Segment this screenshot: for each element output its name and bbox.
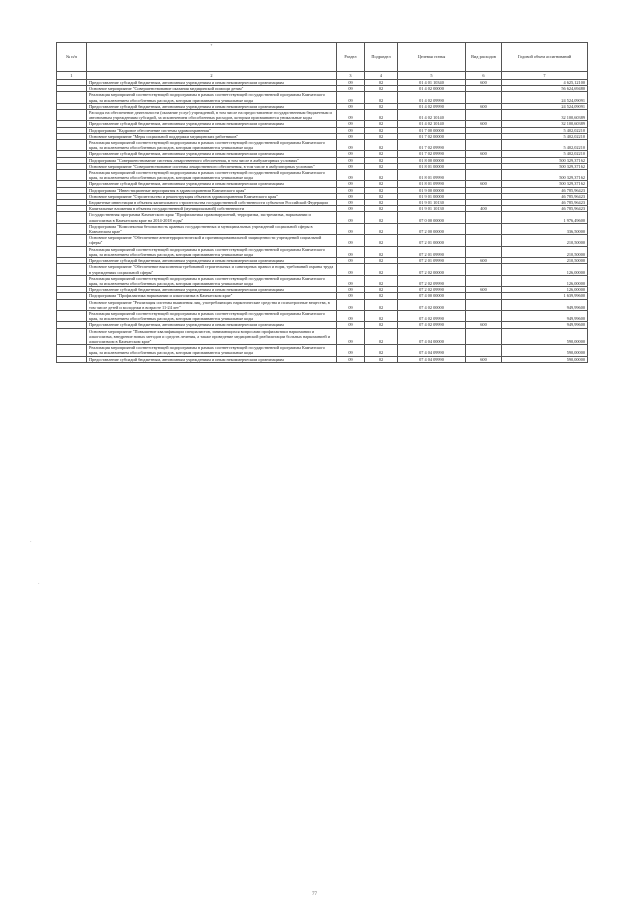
cell-vr: 600 [466,103,502,109]
header-podrazdel: Подраздел [365,43,398,72]
cell-vr [466,310,502,321]
cell-podrazdel: 02 [365,246,398,257]
colnum: 4 [365,72,398,80]
cell-podrazdel: 02 [365,328,398,345]
cell-razdel: 09 [337,163,365,169]
header-razdel: Раздел [337,43,365,72]
cell-sum: 210,50000 [502,258,588,264]
cell-razdel: 09 [337,246,365,257]
cell-sum: 590,00000 [502,345,588,356]
cell-no [57,299,87,310]
cell-name: Подпрограмма "Кадровое обеспечение системы здравоохранения" [87,127,337,133]
cell-csr: 01 7 02 09990 [398,140,466,151]
cell-sum: 56 624,69480 [502,86,588,92]
cell-podrazdel: 02 [365,299,398,310]
cell-razdel: 09 [337,110,365,121]
cell-sum: 210,50000 [502,246,588,257]
cell-csr: 07 2 00 00000 [398,223,466,234]
table-row [57,223,588,234]
cell-razdel: 09 [337,133,365,139]
cell-no [57,328,87,345]
cell-razdel: 09 [337,157,365,163]
cell-sum: 5 402,02210 [502,140,588,151]
cell-name: Предоставление субсидий бюджетным, автономным учреждениям и иным некоммерческим организациям [87,80,337,86]
cell-podrazdel: 02 [365,133,398,139]
table-row [57,264,588,275]
header-sum: Годовой объем ассигнований [502,43,588,72]
cell-name: Реализация мероприятий соответствующей подпрограммы в рамках соответствующей государственной программы Камчатского края, за исключением обособленных расходов, которым присваиваются уникальные коды [87,170,337,181]
scan-speck: · [38,582,40,587]
cell-csr: 07 2 02 00000 [398,264,466,275]
cell-csr: 07 2 02 09990 [398,275,466,286]
cell-sum: 46 785,96423 [502,206,588,212]
cell-name: Подпрограмма "Комплексная безопасность краевых государственных и муниципальных учреждений социальной сферы в Камчатском крае" [87,223,337,234]
cell-csr: 07 4 04 00000 [398,328,466,345]
cell-razdel: 09 [337,293,365,299]
table-row [57,275,588,286]
cell-name: Реализация мероприятий соответствующей подпрограммы в рамках соответствующей государственной программы Камчатского края, за исключением обособленных расходов, которым присваиваются уникальные коды [87,140,337,151]
cell-name: Реализация мероприятий соответствующей подпрограммы в рамках соответствующей государственной программы Камчатского края, за исключением обособленных расходов, которым присваиваются уникальные коды [87,246,337,257]
cell-sum: 500 329,37162 [502,163,588,169]
colnum: 5 [398,72,466,80]
cell-vr [466,92,502,103]
cell-sum: 1 639,99600 [502,293,588,299]
table-row [57,140,588,151]
cell-podrazdel: 02 [365,345,398,356]
cell-name: Расходы на обеспечение деятельности (оказание услуг) учреждений, в том числе на предоставление государственным бюджетным и автономным учреждениям субсидий, за исключением обособленных расходов, которым присваиваются уникальные коды [87,110,337,121]
cell-name: Капитальные вложения в объекты государственной (муниципальной) собственности [87,206,337,212]
cell-csr: 01 9 01 00000 [398,193,466,199]
cell-sum: 5 402,02210 [502,133,588,139]
cell-sum: 46 785,96423 [502,193,588,199]
cell-csr: 07 0 00 00000 [398,212,466,223]
cell-vr: 600 [466,151,502,157]
cell-no [57,356,87,362]
cell-vr: 600 [466,258,502,264]
cell-vr: 600 [466,356,502,362]
cell-vr [466,299,502,310]
cell-csr: 01 4 02 09990 [398,103,466,109]
cell-podrazdel: 02 [365,110,398,121]
cell-podrazdel: 02 [365,151,398,157]
cell-name: Предоставление субсидий бюджетным, автономным учреждениям и иным некоммерческим организациям [87,103,337,109]
cell-sum: 5 402,02210 [502,127,588,133]
cell-razdel: 09 [337,103,365,109]
page-footer-mark: 77 [312,892,317,897]
cell-podrazdel: 02 [365,322,398,328]
cell-csr: 01 9 00 00000 [398,187,466,193]
cell-podrazdel: 02 [365,193,398,199]
cell-csr: 01 9 01 10130 [398,200,466,206]
cell-name: Предоставление субсидий бюджетным, автономным учреждениям и иным некоммерческим организациям [87,258,337,264]
cell-name: Предоставление субсидий бюджетным, автономным учреждениям и иным некоммерческим организациям [87,322,337,328]
cell-csr: 01 8 01 09990 [398,170,466,181]
cell-name: Основное мероприятие "Повышение квалификации специалистов, занимающихся вопросами профилактики наркомании и алкоголизма, внедрение новых методов и средств лечения, а также проведение медицинской реабилитации больных наркоманией и алкоголизмом в Камчатском крае" [87,328,337,345]
cell-vr: 600 [466,322,502,328]
budget-table [56,42,588,363]
cell-podrazdel: 02 [365,235,398,246]
cell-razdel: 09 [337,264,365,275]
cell-name: Предоставление субсидий бюджетным, автономным учреждениям и иным некоммерческим организациям [87,287,337,293]
cell-razdel: 09 [337,356,365,362]
cell-sum: 126,00000 [502,287,588,293]
cell-sum: 126,00000 [502,264,588,275]
cell-no [57,110,87,121]
scan-speck: · [30,540,32,545]
cell-razdel: 09 [337,299,365,310]
cell-podrazdel: 02 [365,258,398,264]
cell-razdel: 09 [337,223,365,234]
cell-razdel: 09 [337,258,365,264]
cell-razdel: 09 [337,80,365,86]
cell-name: Основное мероприятие "Обеспечение выполнения требований строительных и санитарных правил и норм, требований охраны труда в учреждениях социальной сферы" [87,264,337,275]
cell-name: Подпрограмма "Профилактика наркомании и алкоголизма в Камчатском крае" [87,293,337,299]
cell-csr: 01 4 02 00000 [398,86,466,92]
cell-no [57,235,87,246]
cell-name: Основное мероприятие "Строительство и реконструкция объектов здравоохранения Камчатского края" [87,193,337,199]
cell-razdel: 09 [337,86,365,92]
cell-vr: 400 [466,206,502,212]
cell-csr: 01 4 01 10340 [398,80,466,86]
cell-csr: 01 7 02 00000 [398,133,466,139]
table-row [57,170,588,181]
cell-podrazdel: 02 [365,163,398,169]
cell-no [57,264,87,275]
cell-csr: 01 4 02 09990 [398,92,466,103]
cell-podrazdel: 02 [365,293,398,299]
cell-razdel: 09 [337,235,365,246]
cell-name: Основное мероприятие "Меры социальной поддержки медицинских работников" [87,133,337,139]
cell-razdel: 09 [337,92,365,103]
cell-podrazdel: 02 [365,200,398,206]
cell-csr: 01 8 00 00000 [398,157,466,163]
cell-vr [466,223,502,234]
cell-vr [466,264,502,275]
colnum: 1 [57,72,87,80]
cell-csr: 07 4 04 09990 [398,356,466,362]
cell-no [57,345,87,356]
table-row [57,328,588,345]
cell-vr: 600 [466,181,502,187]
cell-podrazdel: 02 [365,287,398,293]
cell-podrazdel: 02 [365,121,398,127]
cell-csr: 07 2 01 09990 [398,258,466,264]
cell-no [57,92,87,103]
cell-name: Реализация мероприятий соответствующей подпрограммы в рамках соответствующей государственной программы Камчатского края, за исключением обособленных расходов, которым присваиваются уникальные коды [87,92,337,103]
cell-csr: 07 4 00 00000 [398,293,466,299]
cell-sum: 500 329,37162 [502,181,588,187]
cell-sum: 32 100,60389 [502,121,588,127]
cell-vr [466,246,502,257]
cell-podrazdel: 02 [365,212,398,223]
colnum: 3 [337,72,365,80]
cell-razdel: 09 [337,328,365,345]
cell-razdel: 09 [337,187,365,193]
table-row [57,299,588,310]
cell-podrazdel: 02 [365,80,398,86]
cell-sum: 590,00000 [502,356,588,362]
cell-vr [466,140,502,151]
cell-razdel: 09 [337,206,365,212]
cell-sum: 5 402,02210 [502,151,588,157]
cell-razdel: 09 [337,181,365,187]
cell-razdel: 09 [337,275,365,286]
cell-podrazdel: 02 [365,187,398,193]
cell-sum: 210,50000 [502,235,588,246]
header-name [87,43,337,72]
cell-razdel: 09 [337,170,365,181]
cell-name: Предоставление субсидий бюджетным, автономным учреждениям и иным некоммерческим организациям [87,151,337,157]
cell-vr: 600 [466,121,502,127]
cell-sum: 949,99600 [502,322,588,328]
cell-podrazdel: 02 [365,157,398,163]
cell-razdel: 09 [337,151,365,157]
colnum: 2 [87,72,337,80]
header-no: № п/п [57,43,87,72]
cell-csr: 07 2 01 00000 [398,235,466,246]
cell-csr: 01 4 02 10140 [398,121,466,127]
cell-podrazdel: 02 [365,181,398,187]
cell-no [57,212,87,223]
cell-name: Предоставление субсидий бюджетным, автономным учреждениям и иным некоммерческим организациям [87,121,337,127]
table-row [57,212,588,223]
colnum: 6 [466,72,502,80]
cell-csr: 01 4 02 10140 [398,110,466,121]
cell-name: Бюджетные инвестиции в объекты капитального строительства государственной собственности субъектов Российской Федерации [87,200,337,206]
cell-sum: 949,99600 [502,299,588,310]
cell-podrazdel: 02 [365,275,398,286]
cell-razdel: 09 [337,193,365,199]
cell-razdel: 09 [337,310,365,321]
cell-name: Подпрограмма "Инвестиционные мероприятия в здравоохранении Камчатского края" [87,187,337,193]
cell-sum: 949,99600 [502,310,588,321]
cell-sum: 46 785,96423 [502,200,588,206]
cell-no [57,170,87,181]
cell-csr: 01 9 01 10130 [398,206,466,212]
table-row [57,235,588,246]
cell-csr: 07 2 02 09990 [398,287,466,293]
cell-vr [466,212,502,223]
cell-sum: 24 524,09091 [502,92,588,103]
cell-podrazdel: 02 [365,86,398,92]
table-row [57,246,588,257]
cell-name: Предоставление субсидий бюджетным, автономным учреждениям и иным некоммерческим организациям [87,181,337,187]
cell-razdel: 09 [337,322,365,328]
cell-podrazdel: 02 [365,140,398,151]
cell-sum: 1 976,49600 [502,212,588,223]
table-body [57,80,588,363]
cell-vr [466,110,502,121]
cell-name: Основное мероприятие "Реализация системы выявления лиц, употребляющих наркотические средства и психотропные вещества, в том числе детей и молодежи в возрасте 11-24 лет" [87,299,337,310]
cell-razdel: 09 [337,121,365,127]
table-row [57,110,588,121]
cell-vr: 600 [466,287,502,293]
cell-csr: 01 7 00 00000 [398,127,466,133]
cell-name: Реализация мероприятий соответствующей подпрограммы в рамках соответствующей государственной программы Камчатского края, за исключением обособленных расходов, которым присваиваются уникальные коды [87,345,337,356]
cell-vr [466,275,502,286]
cell-vr [466,328,502,345]
cell-csr: 07 4 02 00000 [398,299,466,310]
cell-podrazdel: 02 [365,310,398,321]
table-row [57,356,588,362]
cell-razdel: 09 [337,212,365,223]
column-number-row [57,72,588,80]
cell-csr: 07 2 01 09990 [398,246,466,257]
cell-podrazdel: 02 [365,92,398,103]
table-row [57,345,588,356]
header-vr: Вид расходов [466,43,502,72]
cell-sum: 32 100,60389 [502,110,588,121]
cell-sum: 126,00000 [502,275,588,286]
cell-name: Предоставление субсидий бюджетным, автономным учреждениям и иным некоммерческим организациям [87,356,337,362]
cell-podrazdel: 02 [365,223,398,234]
cell-name: Основное мероприятие "Обеспечение антитеррористической и противокриминальной защищенности учреждений социальной сферы" [87,235,337,246]
cell-podrazdel: 02 [365,127,398,133]
cell-vr [466,345,502,356]
cell-no [57,246,87,257]
cell-csr: 01 7 02 09990 [398,151,466,157]
cell-razdel: 09 [337,127,365,133]
cell-csr: 07 4 04 09990 [398,345,466,356]
cell-razdel: 09 [337,200,365,206]
table-row [57,310,588,321]
cell-csr: 01 8 01 09990 [398,181,466,187]
cell-name: Государственная программа Камчатского края "Профилактика правонарушений, терроризма, экстремизма, наркомании и алкоголизма в Камчатском крае на 2014-2018 годы" [87,212,337,223]
cell-sum: 500 329,37162 [502,157,588,163]
table-header-row [57,43,588,72]
cell-no [57,310,87,321]
cell-sum: 500 329,37162 [502,170,588,181]
cell-podrazdel: 02 [365,170,398,181]
colnum: 7 [502,72,588,80]
cell-no [57,223,87,234]
cell-csr: 07 4 02 09990 [398,322,466,328]
cell-csr: 01 8 01 00000 [398,163,466,169]
cell-name: Основное мероприятие "Совершенствование системы лекарственного обеспечения, в том числе в амбулаторных условиях" [87,163,337,169]
cell-razdel: 09 [337,140,365,151]
cell-vr: 600 [466,80,502,86]
cell-sum: 46 785,96423 [502,187,588,193]
cell-vr [466,170,502,181]
cell-sum: 24 524,09091 [502,103,588,109]
cell-podrazdel: 02 [365,103,398,109]
cell-razdel: 09 [337,345,365,356]
cell-podrazdel: 02 [365,264,398,275]
cell-no [57,275,87,286]
table-row [57,92,588,103]
cell-podrazdel: 02 [365,356,398,362]
cell-name: Реализация мероприятий соответствующей подпрограммы в рамках соответствующей государственной программы Камчатского края, за исключением обособленных расходов, которым присваиваются уникальные коды [87,310,337,321]
cell-sum: 4 625,12100 [502,80,588,86]
header-name-mark: ° [210,43,213,48]
cell-no [57,140,87,151]
cell-vr [466,235,502,246]
cell-name: Основное мероприятие "Совершенствование оказания медицинской помощи детям" [87,86,337,92]
cell-name: Подпрограмма "Совершенствование системы лекарственного обеспечения, в том числе в амбулаторных условиях" [87,157,337,163]
cell-sum: 590,00000 [502,328,588,345]
cell-name: Реализация мероприятий соответствующей подпрограммы в рамках соответствующей государственной программы Камчатского края, за исключением обособленных расходов, которым присваиваются уникальные коды [87,275,337,286]
cell-csr: 07 4 02 09990 [398,310,466,321]
cell-razdel: 09 [337,287,365,293]
header-csr: Целевая статья [398,43,466,72]
cell-podrazdel: 02 [365,206,398,212]
cell-sum: 336,50000 [502,223,588,234]
